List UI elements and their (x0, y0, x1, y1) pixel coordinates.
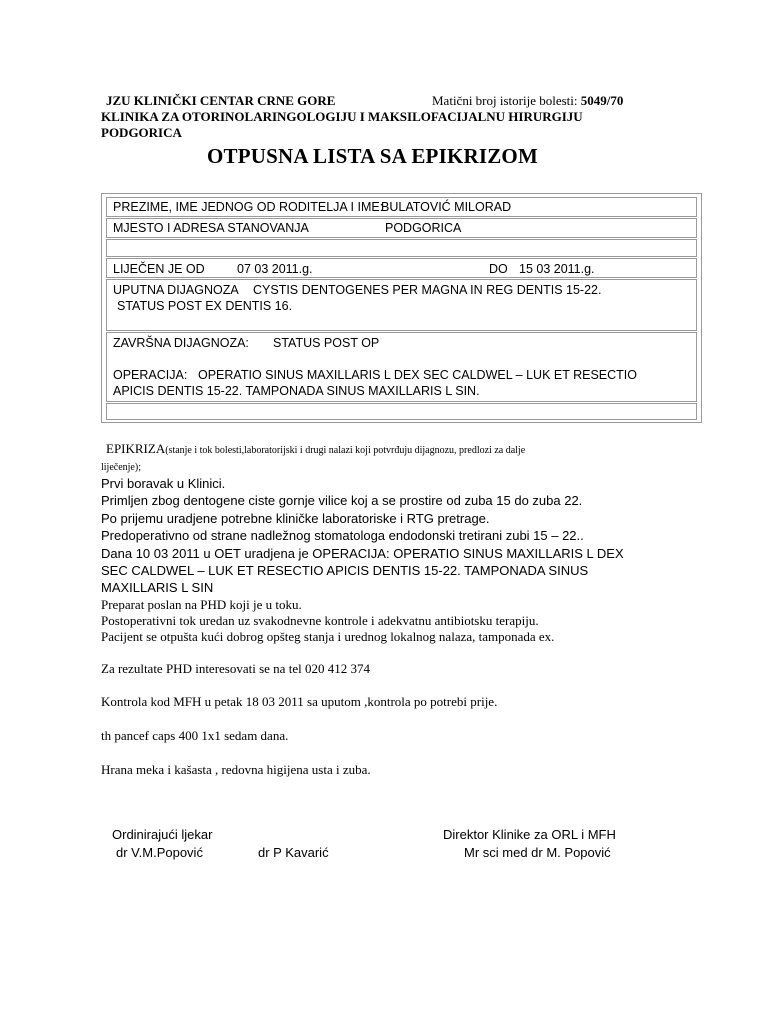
patient-address-row (106, 218, 697, 238)
referral-diagnosis-line1: CYSTIS DENTOGENES PER MAGNA IN REG DENTIS 15-22. (253, 283, 602, 297)
operation-line1: OPERATIO SINUS MAXILLARIS L DEX SEC CALDWEL – LUK ET RESECTIO (198, 368, 638, 382)
final-diagnosis-label: ZAVRŠNA DIJAGNOZA: (113, 336, 249, 350)
phd-results-info: Za rezultate PHD interesovati se na tel 020 412 374 (101, 661, 370, 676)
attending-doctor-title: Ordinirajući ljekar (112, 827, 213, 842)
address-label: MJESTO I ADRESA STANOVANJA (113, 221, 309, 235)
referral-diagnosis-line2: STATUS POST EX DENTIS 16. (117, 299, 293, 313)
address-value: PODGORICA (385, 221, 462, 235)
epikriza-line-1: Prvi boravak u Klinici. (101, 476, 226, 491)
patient-name-row (106, 197, 697, 217)
treated-from-label: LIJEČEN JE OD (113, 262, 205, 276)
treated-from-date: 07 03 2011.g. (237, 262, 313, 276)
referral-diagnosis-row (106, 279, 697, 331)
epikriza-label: EPIKRIZA (106, 441, 166, 456)
epikriza-line-5: Dana 10 03 2011 u OET uradjena je OPERACIJA: OPERATIO SINUS MAXILLARIS L DEX (101, 546, 624, 561)
epikriza-line-2: Primljen zbog dentogene ciste gornje vilice koj a se prostire od zuba 15 do zuba 22. (101, 493, 583, 508)
referral-diagnosis-label: UPUTNA DIJAGNOZA (113, 283, 239, 297)
epikriza-line-8: Preparat poslan na PHD koji je u toku. (101, 597, 302, 612)
therapy-instruction: th pancef caps 400 1x1 sedam dana. (101, 728, 289, 743)
document-title: OTPUSNA LISTA SA EPIKRIZOM (207, 144, 538, 168)
epikriza-line-6: SEC CALDWEL – LUK ET RESECTIO APICIS DENTIS 15-22. TAMPONADA SINUS (101, 563, 589, 578)
clinic-name: KLINIKA ZA OTORINOLARINGOLOGIJU I MAKSILOFACIJALNU HIRURGIJU (101, 109, 583, 124)
record-number-label: Matični broj istorije bolesti: (432, 93, 578, 108)
empty-row (106, 239, 697, 257)
operation-label: OPERACIJA: (113, 368, 188, 382)
epikriza-note-line2: liječenje); (101, 462, 141, 473)
final-diagnosis-row (106, 332, 697, 402)
final-diagnosis-value: STATUS POST OP (273, 336, 380, 350)
patient-name-value: BULATOVIĆ MILORAD (381, 200, 512, 214)
control-appointment: Kontrola kod MFH u petak 18 03 2011 sa uputom ,kontrola po potrebi prije. (101, 694, 498, 709)
empty-row-bottom (106, 403, 697, 420)
attending-doctor-name-1: dr V.M.Popović (116, 845, 203, 860)
patient-name-label: PREZIME, IME JEDNOG OD RODITELJA I IME: (113, 200, 384, 214)
institution-name: JZU KLINIČKI CENTAR CRNE GORE (106, 93, 336, 108)
record-number: 5049/70 (580, 93, 624, 108)
treatment-dates-row (106, 258, 697, 278)
epikriza-note-line1: (stanje i tok bolesti,laboratorijski i drugi nalazi koji potvrđuju dijagnozu, predlozi za dalje (165, 445, 526, 456)
record-number-line (432, 93, 623, 109)
operation-line2: APICIS DENTIS 15-22. TAMPONADA SINUS MAXILLARIS L SIN. (113, 384, 480, 398)
clinic-director-title: Direktor Klinike za ORL i MFH (443, 827, 616, 842)
diet-instruction: Hrana meka i kašasta , redovna higijena usta i zuba. (101, 762, 371, 777)
epikriza-line-3: Po prijemu uradjene potrebne kliničke laboratoriske i RTG pretrage. (101, 511, 490, 526)
epikriza-line-9: Postoperativni tok uredan uz svakodnevne kontrole i adekvatnu antibiotsku terapiju. (101, 613, 539, 628)
epikriza-line-4: Predoperativno od strane nadležnog stomatologa endodonski tretirani zubi 15 – 22.. (101, 528, 584, 543)
attending-doctor-name-2: dr P Kavarić (258, 845, 329, 860)
clinic-director-name: Mr sci med dr M. Popović (464, 845, 611, 860)
epikriza-line-10: Pacijent se otpušta kući dobrog opšteg stanja i urednog lokalnog nalaza, tamponada ex. (101, 629, 555, 644)
epikriza-heading (106, 441, 525, 457)
treated-to-label: DO (489, 262, 508, 276)
epikriza-line-7: MAXILLARIS L SIN (101, 580, 214, 595)
treated-to-date: 15 03 2011.g. (519, 262, 595, 276)
city-name: PODGORICA (101, 125, 182, 140)
